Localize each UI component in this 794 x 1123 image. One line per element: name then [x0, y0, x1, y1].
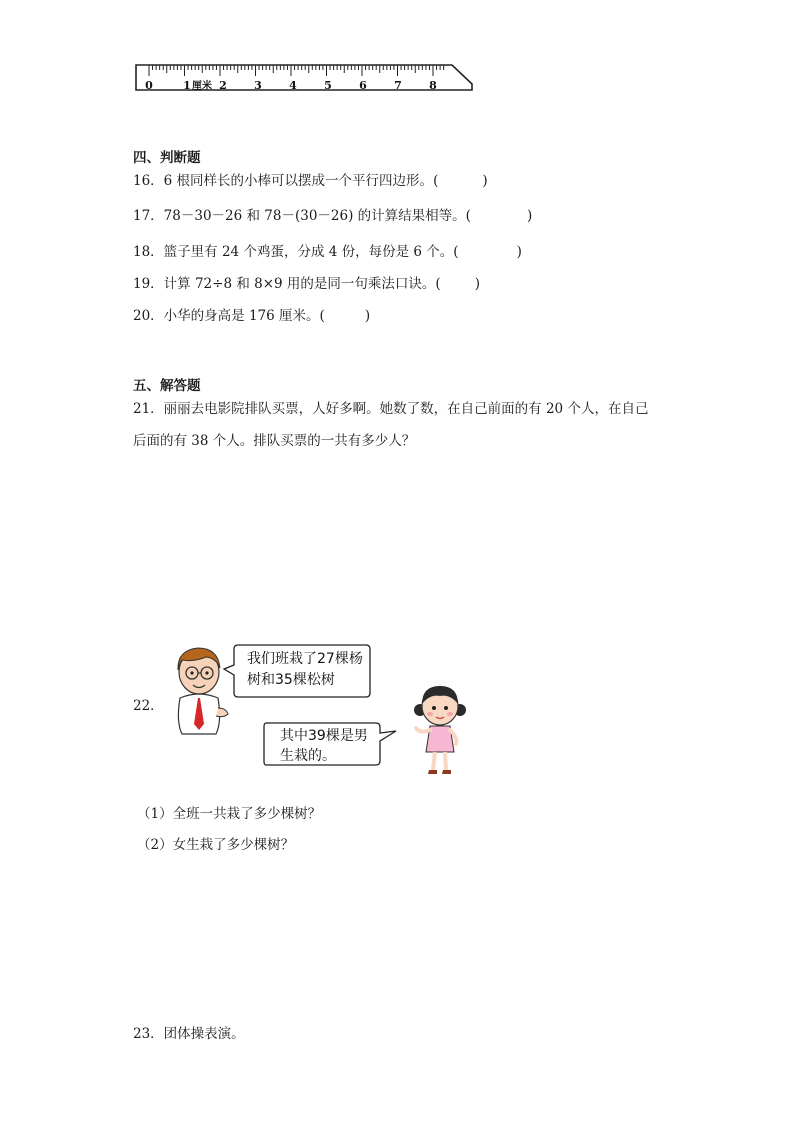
- answer-open-paren: (: [435, 276, 441, 292]
- answer-open-paren: (: [465, 208, 471, 224]
- ruler-label-3: 3: [254, 79, 262, 92]
- ruler-label-5: 5: [324, 79, 332, 92]
- answer-close-paren: ): [364, 308, 371, 324]
- answer-close-paren: ): [474, 276, 480, 292]
- girl-illustration: [408, 680, 472, 778]
- ruler-label-4: 4: [289, 79, 297, 92]
- ruler-label-1: 1: [183, 79, 191, 92]
- ruler-label-2: 2: [219, 79, 227, 92]
- question-16: [133, 172, 488, 190]
- question-23: 23．团体操表演。: [133, 1026, 245, 1042]
- teacher-bubble-line-2: 树和35棵松树: [247, 672, 335, 688]
- question-21-line-1: 21．丽丽去电影院排队买票，人好多啊。她数了数，在自己前面的有 20 个人，在自己: [133, 401, 649, 417]
- section-4-heading: 四、判断题: [133, 150, 201, 166]
- question-17-text: 17．78－30－26 和 78－(30－26) 的计算结果相等。: [133, 208, 466, 224]
- question-20: [133, 307, 370, 325]
- question-22-sub-1: （1）全班一共栽了多少棵树？: [137, 806, 322, 822]
- question-21-line-2: 后面的有 38 个人。排队买票的一共有多少人？: [133, 433, 416, 449]
- ruler-label-7: 7: [394, 79, 402, 92]
- question-19-text: 19．计算 72÷8 和 8×9 用的是同一句乘法口诀。: [133, 276, 436, 292]
- ruler-label-0: 0: [145, 79, 153, 92]
- answer-close-paren: ): [526, 208, 533, 224]
- question-18: [133, 243, 522, 261]
- answer-close-paren: ): [516, 244, 522, 260]
- ruler-illustration: [132, 62, 478, 94]
- question-19: [133, 275, 480, 293]
- ruler-label-8: 8: [429, 79, 437, 92]
- answer-open-paren: (: [453, 244, 459, 260]
- answer-open-paren: (: [433, 173, 439, 189]
- question-17: [133, 207, 532, 225]
- question-18-text: 18．篮子里有 24 个鸡蛋，分成 4 份，每份是 6 个。: [133, 244, 454, 260]
- question-22-number: 22．: [133, 698, 164, 714]
- question-16-text: 16．6 根同样长的小棒可以摆成一个平行四边形。: [133, 173, 434, 189]
- ruler-label-6: 6: [359, 79, 367, 92]
- question-22-sub-2: （2）女生栽了多少棵树？: [137, 837, 295, 853]
- ruler-unit: 厘米: [192, 81, 212, 92]
- ruler-labels: [145, 79, 437, 92]
- answer-close-paren: ): [482, 173, 488, 189]
- answer-open-paren: (: [319, 308, 325, 324]
- teacher-bubble-line-1: 我们班栽了27棵杨: [247, 651, 363, 667]
- section-5-heading: 五、解答题: [133, 378, 201, 394]
- question-20-text: 20．小华的身高是 176 厘米。: [133, 308, 320, 324]
- girl-bubble-line-1: 其中39棵是男: [280, 728, 368, 744]
- girl-bubble-line-2: 生栽的。: [280, 748, 336, 764]
